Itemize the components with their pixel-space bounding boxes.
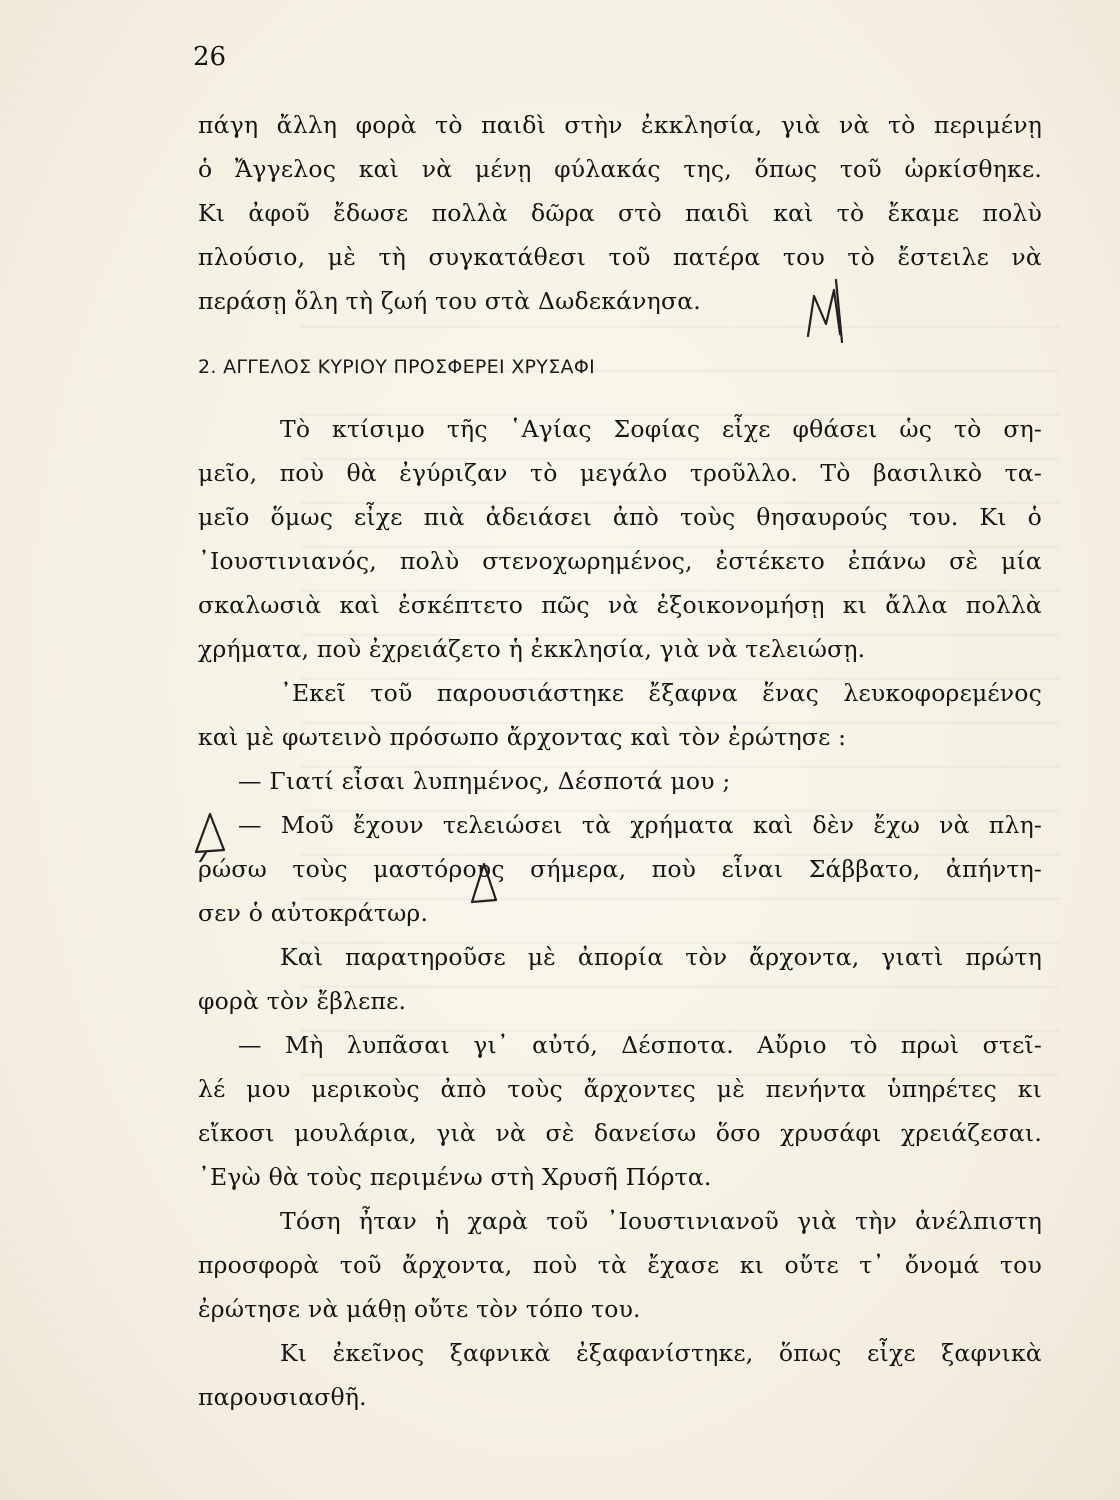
handwritten-m-mark <box>800 276 860 344</box>
text-line: προσφορὰ τοῦ ἄρχοντα, ποὺ τὰ ἔχασε κι οὔτε τ᾿ ὄνομά του <box>198 1251 1042 1279</box>
text-line: παρουσιασθῆ. <box>198 1383 367 1411</box>
text-line: ᾿Εκεῖ τοῦ παρουσιάστηκε ἔξαφνα ἕνας λευκοφορεμένος <box>280 679 1042 707</box>
text-line: ρώσω τοὺς μαστόρους σήμερα, ποὺ εἶναι Σάββατο, ἀπήντη- <box>198 855 1042 883</box>
text-line: μεῖο ὅμως εἶχε πιὰ ἀδειάσει ἀπὸ τοὺς θησαυρούς του. Κι ὁ <box>198 503 1042 531</box>
text-line: σκαλωσιὰ καὶ ἐσκέπτετο πῶς νὰ ἐξοικονομήσῃ κι ἄλλα πολλὰ <box>198 591 1042 619</box>
text-line: εἴκοσι μουλάρια, γιὰ νὰ σὲ δανείσω ὅσο χρυσάφι χρειάζεσαι. <box>198 1119 1042 1147</box>
text-line: μεῖο, ποὺ θὰ ἐγύριζαν τὸ μεγάλο τροῦλλο. Τὸ βασιλικὸ τα- <box>198 459 1042 487</box>
text-line: ὁ Ἄγγελος καὶ νὰ μένῃ φύλακάς της, ὅπως τοῦ ὡρκίσθηκε. <box>198 155 1042 183</box>
dialogue-line: — Γιατί εἶσαι λυπημένος, Δέσποτά μου ; <box>238 767 731 795</box>
text-line: πάγη ἄλλη φορὰ τὸ παιδὶ στὴν ἐκκλησία, γιὰ νὰ τὸ περιμένῃ <box>198 111 1042 139</box>
text-line: ᾿Ιουστινιανός, πολὺ στενοχωρημένος, ἐστέκετο ἐπάνω σὲ μία <box>198 547 1042 575</box>
text-line: Καὶ παρατηροῦσε μὲ ἀπορία τὸν ἄρχοντα, γιατὶ πρώτη <box>280 943 1042 971</box>
handwritten-delta-mark <box>186 806 234 862</box>
text-line: Κι ἐκεῖνος ξαφνικὰ ἐξαφανίστηκε, ὅπως εἶχε ξαφνικὰ <box>280 1339 1042 1367</box>
text-line: περάσῃ ὅλη τὴ ζωή του στὰ Δωδεκάνησα. <box>198 287 701 315</box>
handwritten-delta-mark <box>462 858 508 910</box>
text-line: χρήματα, ποὺ ἐχρειάζετο ἡ ἐκκλησία, γιὰ νὰ τελειώσῃ. <box>198 635 866 663</box>
text-line: ᾿Εγὼ θὰ τοὺς περιμένω στὴ Χρυσῆ Πόρτα. <box>198 1163 712 1191</box>
section-heading: 2. ΑΓΓΕΛΟΣ ΚΥΡΙΟΥ ΠΡΟΣΦΕΡΕΙ ΧΡΥΣΑΦΙ <box>198 356 595 378</box>
page-number: 26 <box>193 42 227 72</box>
text-line: φορὰ τὸν ἔβλεπε. <box>198 987 407 1015</box>
text-line: καὶ μὲ φωτεινὸ πρόσωπο ἄρχοντας καὶ τὸν ἐρώτησε : <box>198 723 847 751</box>
text-line: Κι ἀφοῦ ἔδωσε πολλὰ δῶρα στὸ παιδὶ καὶ τὸ ἔκαμε πολὺ <box>198 199 1042 227</box>
text-line: λέ μου μερικοὺς ἀπὸ τοὺς ἄρχοντες μὲ πενήντα ὑπηρέτες κι <box>198 1075 1042 1103</box>
text-line: πλούσιο, μὲ τὴ συγκατάθεσι τοῦ πατέρα του τὸ ἔστειλε νὰ <box>198 243 1042 271</box>
text-line: σεν ὁ αὐτοκράτωρ. <box>198 899 429 927</box>
dialogue-line: — Μὴ λυπᾶσαι γι᾿ αὐτό, Δέσποτα. Αὔριο τὸ πρωὶ στεῖ- <box>238 1031 1042 1059</box>
dialogue-line: — Μοῦ ἔχουν τελειώσει τὰ χρήματα καὶ δὲν ἔχω νὰ πλη- <box>238 811 1042 839</box>
text-line: Τὸ κτίσιμο τῆς ῾Αγίας Σοφίας εἶχε φθάσει ὡς τὸ ση- <box>280 415 1042 443</box>
text-line: Τόση ἦταν ἡ χαρὰ τοῦ ᾿Ιουστινιανοῦ γιὰ τὴν ἀνέλπιστη <box>280 1207 1042 1235</box>
text-line: ἐρώτησε νὰ μάθῃ οὔτε τὸν τόπο του. <box>198 1295 641 1323</box>
